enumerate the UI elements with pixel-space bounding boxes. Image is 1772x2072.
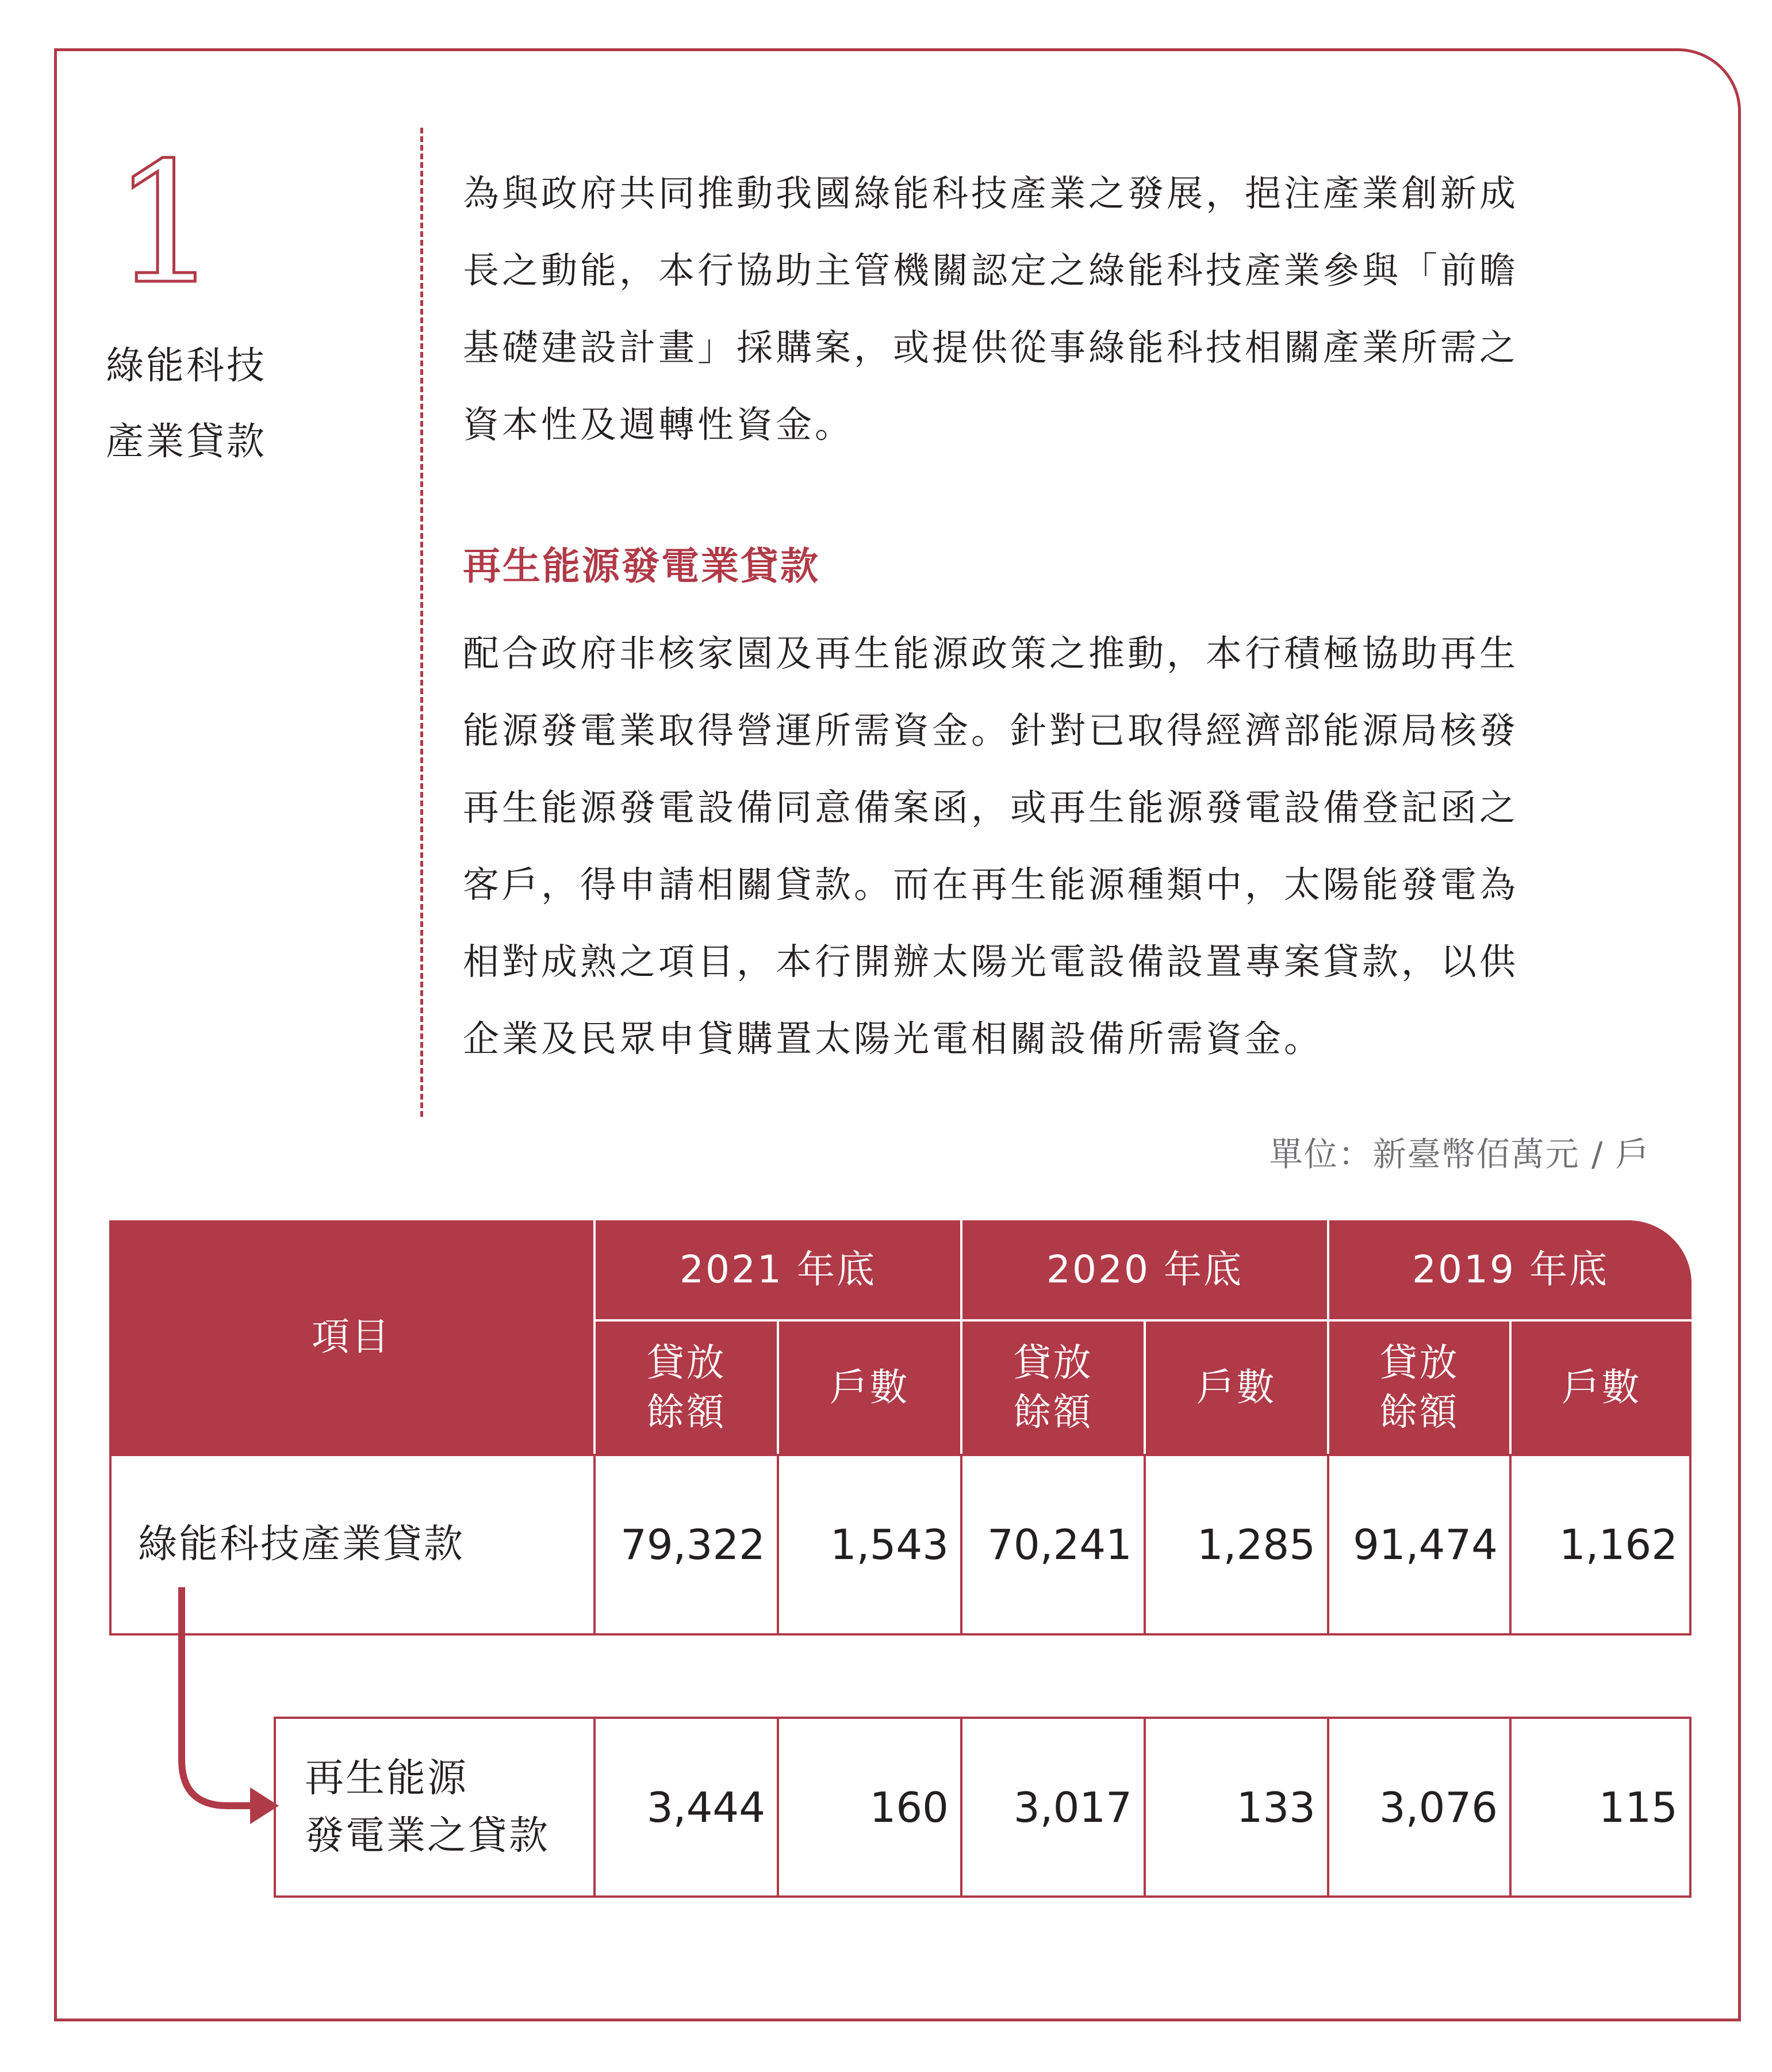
header-accounts-2019: 戶數	[1562, 1365, 1641, 1410]
section-title-line1: 綠能科技	[106, 343, 267, 388]
header-balance-line1: 貸放	[1379, 1341, 1459, 1385]
table-unit-note: 單位：新臺幣佰萬元 / 戶	[1269, 1135, 1650, 1174]
cell-value: 91,474	[1353, 1521, 1498, 1569]
header-item: 項目	[312, 1315, 391, 1359]
section-number: 1	[113, 127, 219, 321]
dashed-divider	[420, 128, 423, 1117]
table-header	[109, 1220, 1692, 1454]
header-balance-line2: 餘額	[1013, 1390, 1093, 1434]
row-label: 綠能科技產業貸款	[138, 1522, 465, 1567]
cell-value: 115	[1598, 1783, 1678, 1832]
header-year-2020: 2020 年底	[1046, 1247, 1243, 1292]
cell-value: 160	[869, 1783, 949, 1832]
table-row	[109, 1454, 1692, 1636]
header-accounts-2020: 戶數	[1196, 1365, 1276, 1410]
cell-value: 1,162	[1559, 1521, 1678, 1569]
header-balance-line1: 貸放	[1013, 1341, 1093, 1385]
renewable-heading: 再生能源發電業貸款	[463, 544, 820, 588]
header-balance-2019	[1329, 1322, 1509, 1454]
cell-value: 133	[1236, 1783, 1315, 1832]
renewable-paragraph: 配合政府非核家園及再生能源政策之推動，本行積極協助再生 能源發電業取得營運所需資金。針對已取得經濟部能源局核發 再生能源發電設備同意備案函，或再生能源發電設備登記函之 客戶，得申請相關貸款。而在再生能源種類中，太陽能發電為 相對成熟之項目，本行開辦太陽光電設備設置專案貸款，以供 企業及民眾申貸購置太陽光電相關設備所需資金。	[463, 633, 1518, 1060]
cell-value: 1,543	[830, 1521, 949, 1569]
header-balance-line1: 貸放	[646, 1341, 726, 1385]
cell-value: 70,241	[987, 1521, 1132, 1569]
section-title	[106, 328, 267, 480]
header-year-2021: 2021 年底	[680, 1247, 876, 1292]
cell-value: 1,285	[1196, 1521, 1315, 1569]
header-balance-line2: 餘額	[1379, 1390, 1459, 1434]
header-balance-2021	[596, 1322, 777, 1454]
cell-value: 3,017	[1013, 1783, 1132, 1832]
cell-value: 3,444	[646, 1783, 765, 1832]
cell-value: 3,076	[1379, 1783, 1498, 1832]
header-year-2019: 2019 年底	[1412, 1247, 1609, 1292]
row-label-line1: 再生能源	[305, 1755, 469, 1801]
header-balance-line2: 餘額	[646, 1390, 726, 1434]
table-row	[274, 1717, 1692, 1898]
cell-value: 79,322	[620, 1521, 765, 1569]
section-title-line2: 產業貸款	[106, 419, 267, 464]
header-accounts-2021: 戶數	[830, 1365, 910, 1410]
row-label	[276, 1719, 596, 1895]
row-label-line2: 發電業之貸款	[305, 1813, 550, 1859]
header-balance-2020	[962, 1322, 1144, 1454]
intro-paragraph: 為與政府共同推動我國綠能科技產業之發展，挹注產業創新成 長之動能，本行協助主管機關認定之綠能科技產業參與「前瞻 基礎建設計畫」採購案，或提供從事綠能科技相關產業所需之 資本性及週轉性資金。	[463, 173, 1518, 446]
